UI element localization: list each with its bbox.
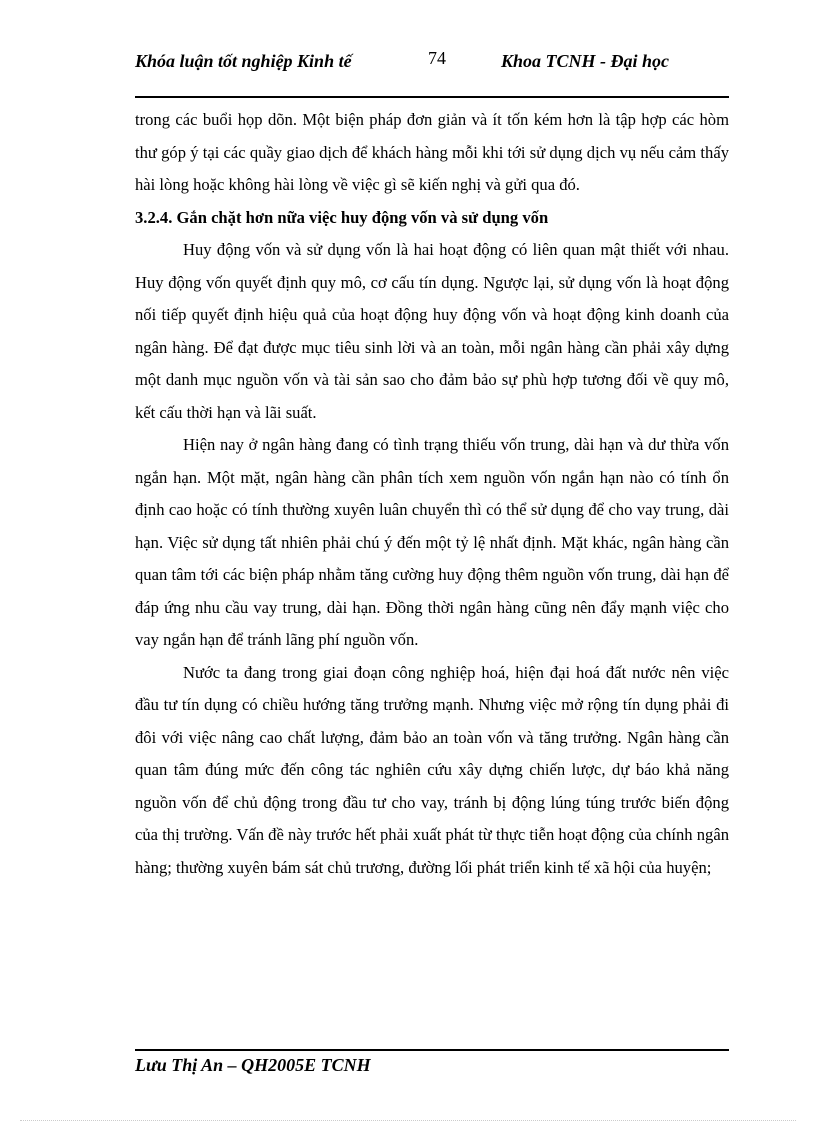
intro-paragraph: trong các buổi họp dõn. Một biện pháp đơn giản và ít tốn kém hơn là tập hợp các hòm thư góp ý tại các quầy giao dịch để khách hàng mỗi khi tới sử dụng dịch vụ nếu cảm thấy hài lòng hoặc không hài lòng về việc gì sẽ kiến nghị và gửi qua đó. bbox=[135, 110, 729, 194]
footer-author: Lưu Thị An – QH2005E TCNH bbox=[135, 1055, 371, 1075]
page-edge-dotted-line bbox=[20, 1120, 796, 1121]
body-paragraph-1: Huy động vốn và sử dụng vốn là hai hoạt động có liên quan mật thiết với nhau. Huy động vốn quyết định quy mô, cơ cấu tín dụng. Ngược lại, sử dụng vốn là hoạt động nối tiếp quyết định hiệu quả của hoạt động huy động vốn và hoạt động kinh doanh của ngân hàng. Để đạt được mục tiêu sinh lời và an toàn, mỗi ngân hàng cần phải xây dựng một danh mục nguồn vốn và tài sản sao cho đảm bảo sự phù hợp tương đối về quy mô, kết cấu thời hạn và lãi suất. bbox=[135, 240, 729, 422]
page-body bbox=[135, 104, 729, 884]
section-heading: 3.2.4. Gắn chặt hơn nữa việc huy động vốn và sử dụng vốn bbox=[135, 207, 549, 227]
header-right-title: Khoa TCNH - Đại học bbox=[501, 51, 670, 71]
body-paragraph-3: Nước ta đang trong giai đoạn công nghiệp hoá, hiện đại hoá đất nước nên việc đầu tư tín dụng có chiều hướng tăng trưởng mạnh. Nhưng việc mở rộng tín dụng phải đi đôi với việc nâng cao chất lượng, đảm bảo an toàn vốn và tăng trưởng. Ngân hàng cần quan tâm đúng mức đến công tác nghiên cứu xây dựng chiến lược, dự báo khả năng nguồn vốn để chủ động trong đầu tư cho vay, tránh bị động lúng túng trước biến động của thị trường. Vấn đề này trước hết phải xuất phát từ thực tiễn hoạt động của chính ngân hàng; thường xuyên bám sát chủ trương, đường lối phát triển kinh tế xã hội của huyện; bbox=[135, 662, 729, 877]
header-divider bbox=[135, 96, 729, 98]
footer-divider bbox=[135, 1049, 729, 1051]
page-number: 74 bbox=[428, 48, 446, 68]
header-left-title: Khóa luận tốt nghiệp Kinh tế bbox=[135, 51, 352, 71]
body-paragraph-2: Hiện nay ở ngân hàng đang có tình trạng thiếu vốn trung, dài hạn và dư thừa vốn ngắn hạn. Một mặt, ngân hàng cần phân tích xem nguồn vốn ngắn hạn nào có tính ổn định cao hoặc có tính thường xuyên luân chuyển thì có thể sử dụng để cho vay trung, dài hạn. Việc sử dụng tất nhiên phải chú ý đến một tỷ lệ nhất định. Mặt khác, ngân hàng cần quan tâm tới các biện pháp nhằm tăng cường huy động thêm nguồn vốn trung, dài hạn để đáp ứng nhu cầu vay trung, dài hạn. Đồng thời ngân hàng cũng nên đẩy mạnh việc cho vay ngắn hạn để tránh lãng phí nguồn vốn. bbox=[135, 435, 729, 649]
